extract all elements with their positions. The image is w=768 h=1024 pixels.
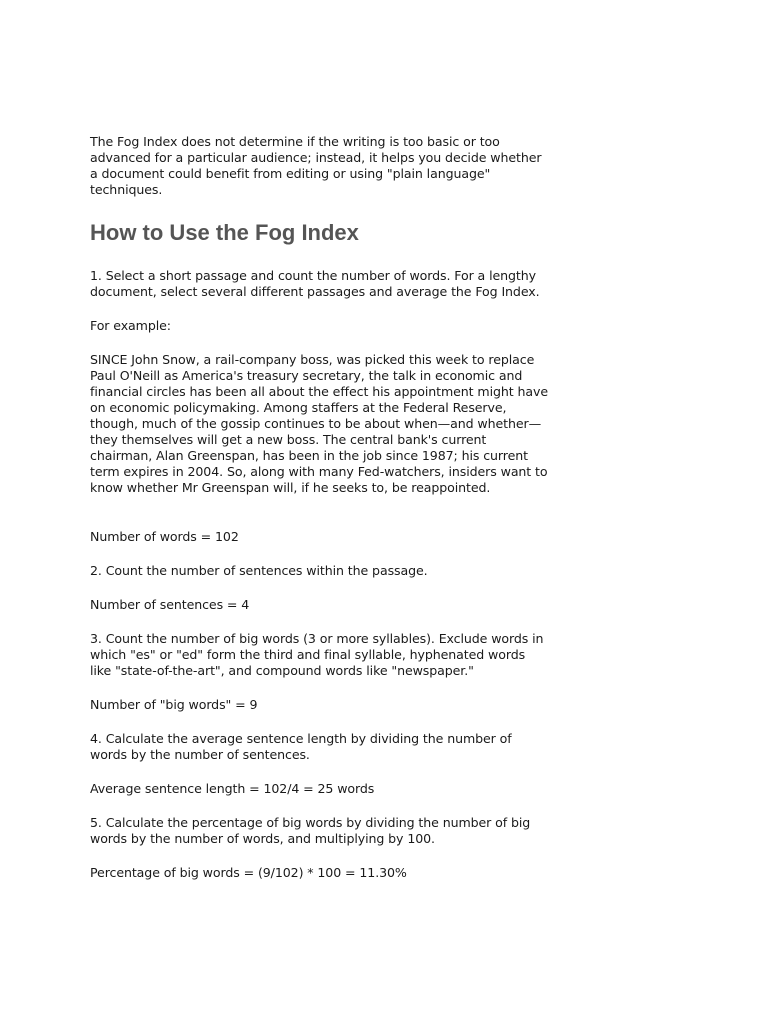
example-passage: SINCE John Snow, a rail-company boss, was picked this week to replace Paul O'Neill as America's treasury secretary, the talk in economic and financial circles has been all about the effect his appointment might have on economic policymaking. Among staffers at the Federal Reserve, though, much of the gossip continues to be about when—and whether—they themselves will get a new boss. The central bank's current chairman, Alan Greenspan, has been in the job since 1987; his current term expires in 2004. So, along with many Fed-watchers, insiders want to know whether Mr Greenspan will, if he seeks to, be reappointed. — [90, 352, 549, 495]
step-4-paragraph: 4. Calculate the average sentence length by dividing the number of words by the number of sentences. — [90, 731, 512, 762]
section-heading: How to Use the Fog Index — [90, 220, 359, 245]
step-3-paragraph: 3. Count the number of big words (3 or more syllables). Exclude words in which "es" or "ed" form the third and final syllable, hyphenated words like "state-of-the-art", and compound words like "newspaper." — [90, 631, 544, 678]
document-body — [90, 134, 550, 881]
intro-paragraph: The Fog Index does not determine if the writing is too basic or too advanced for a particular audience; instead, it helps you decide whether a document could benefit from editing or using "plain language" techniques. — [90, 134, 542, 197]
for-example-label: For example: — [90, 318, 171, 333]
step-2-paragraph: 2. Count the number of sentences within the passage. — [90, 563, 428, 578]
step-1-paragraph: 1. Select a short passage and count the number of words. For a lengthy document, select several different passages and average the Fog Index. — [90, 268, 540, 299]
big-word-percentage-result: Percentage of big words = (9/102) * 100 = 11.30% — [90, 865, 407, 880]
average-sentence-result: Average sentence length = 102/4 = 25 words — [90, 781, 375, 796]
sentence-count-result: Number of sentences = 4 — [90, 597, 250, 612]
word-count-result: Number of words = 102 — [90, 529, 239, 544]
big-word-count-result: Number of "big words" = 9 — [90, 697, 258, 712]
step-5-paragraph: 5. Calculate the percentage of big words by dividing the number of big words by the number of words, and multiplying by 100. — [90, 815, 531, 846]
